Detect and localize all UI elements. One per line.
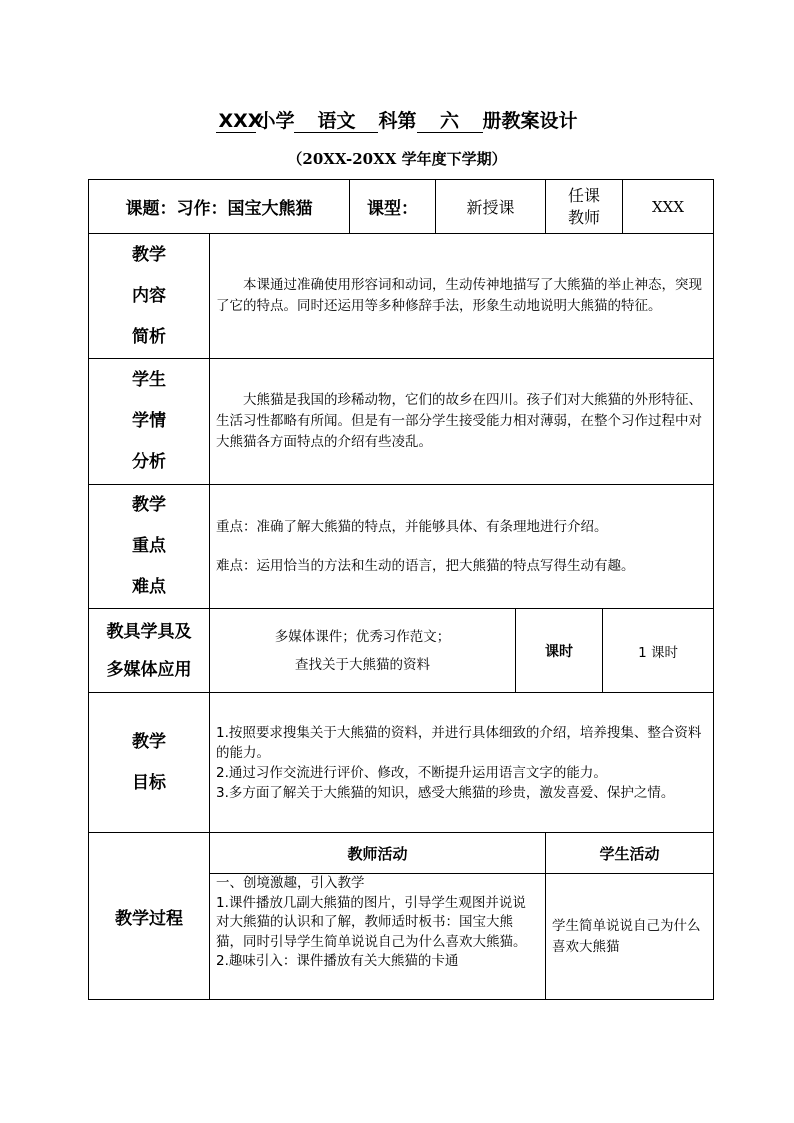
tools-label: 教具学具及 多媒体应用 (89, 609, 210, 693)
teacher-activity-header: 教师活动 (210, 833, 546, 874)
teacher-label-line1: 任课 (568, 185, 601, 205)
key-points-text (210, 485, 714, 609)
student-analysis-text: 大熊猫是我国的珍稀动物，它们的故乡在四川。孩子们对大熊猫的外形特征、生活习性都略有所闻。但是有一部分学生接受能力相对薄弱，在整个习作过程中对大熊猫各方面特点的介绍有些凌乱。 (210, 359, 714, 485)
student-analysis-label: 学生 学情 分析 (89, 359, 210, 485)
student-activity-header: 学生活动 (546, 833, 714, 874)
teacher-value: XXX (623, 180, 714, 234)
teacher-label-line2: 教师 (568, 207, 601, 227)
goals-list (210, 693, 714, 833)
teacher-activity-line: 1.课件播放几副大熊猫的图片，引导学生观图并说说对大熊猫的认识和了解，教师适时板书：国宝大熊猫，同时引导学生简单说说自己为什么喜欢大熊猫。 (216, 894, 527, 950)
lesson-info-row (89, 180, 714, 234)
lesson-plan-table (88, 179, 714, 1000)
teacher-activity-line: 2.趣味引入：课件播放有关大熊猫的卡通 (216, 953, 459, 969)
subject-suffix: 科第 (378, 110, 417, 132)
key-points-label: 教学 重点 难点 (89, 485, 210, 609)
student-analysis-row (89, 359, 714, 485)
document-title (0, 106, 794, 133)
tools-row (89, 609, 714, 693)
student-activity-text: 学生简单说说自己为什么喜欢大熊猫 (546, 874, 714, 1000)
content-intro-text: 本课通过准确使用形容词和动词，生动传神地描写了大熊猫的举止神态，突现了它的特点。同时还运用等多种修辞手法，形象生动地说明大熊猫的特征。 (210, 234, 714, 359)
period-label: 课时 (516, 609, 603, 693)
difficulty-point: 难点：运用恰当的方法和生动的语言，把大熊猫的特点写得生动有趣。 (216, 557, 635, 574)
lesson-topic: 课题：习作：国宝大熊猫 (89, 180, 350, 234)
subject-name: 语文 (294, 110, 378, 133)
lesson-type-label: 课型： (350, 180, 436, 234)
content-intro-label: 教学 内容 简析 (89, 234, 210, 359)
school-suffix: 小学 (256, 110, 295, 132)
goal-item: 1.按照要求搜集关于大熊猫的资料，并进行具体细致的介绍，培养搜集、整合资料的能力。 (216, 724, 702, 761)
key-points-row (89, 485, 714, 609)
goal-item: 2.通过习作交流进行评价、修改，不断提升运用语言文字的能力。 (216, 764, 607, 781)
process-header-row (89, 833, 714, 874)
document-subtitle: （20XX-20XX 学年度下学期） (287, 150, 507, 168)
tools-line-2: 查找关于大熊猫的资料 (295, 656, 430, 673)
process-label: 教学过程 (89, 833, 210, 1000)
goals-label: 教学 目标 (89, 693, 210, 833)
goals-row (89, 693, 714, 833)
book-suffix: 册教案设计 (482, 110, 578, 132)
teacher-label (546, 180, 623, 234)
key-point: 重点：准确了解大熊猫的特点，并能够具体、有条理地进行介绍。 (216, 518, 608, 535)
book-number: 六 (417, 110, 483, 133)
lesson-type-value: 新授课 (436, 180, 546, 234)
period-value: 1 课时 (603, 609, 714, 693)
teacher-activity-line: 一、创境激趣，引入教学 (216, 875, 365, 891)
teacher-activity-text (210, 874, 546, 1000)
tools-line-1: 多媒体课件；优秀习作范文； (274, 628, 451, 645)
content-intro-row (89, 234, 714, 359)
tools-text (210, 609, 516, 693)
school-name: XXX (218, 110, 263, 132)
goal-item: 3.多方面了解关于大熊猫的知识，感受大熊猫的珍贵，激发喜爱、保护之情。 (216, 784, 675, 801)
